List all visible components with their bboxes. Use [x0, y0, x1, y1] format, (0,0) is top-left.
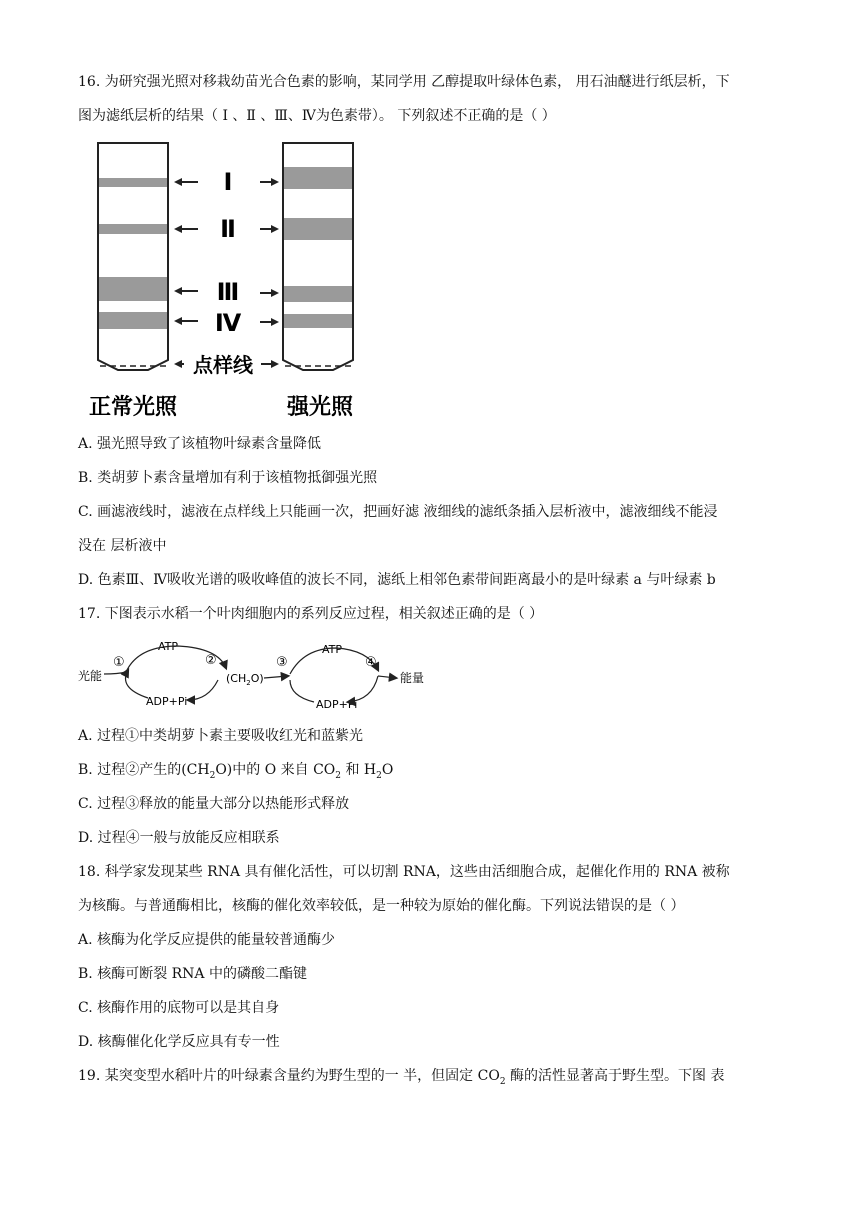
adp-label-2: ADP+Pi — [316, 698, 358, 711]
q17-stem: 17. 下图表示水稻一个叶肉细胞内的系列反应过程，相关叙述正确的是（ ） — [78, 606, 544, 622]
strong-light-caption: 强光照 — [286, 395, 354, 420]
q18-stem-line1: 18. 科学家发现某些 RNA 具有催化活性，可以切割 RNA，这些由活细胞合成，起催化作用的 RNA 被称 — [78, 864, 730, 880]
q18-option-a: A. 核酶为化学反应提供的能量较普通酶少 — [78, 932, 336, 948]
normal-light-caption: 正常光照 — [88, 395, 178, 420]
band-label-4: Ⅳ — [214, 309, 242, 337]
process-1-marker: ① — [113, 655, 125, 670]
q18-option-d: D. 核酶催化化学反应具有专一性 — [78, 1034, 280, 1050]
band-label-3: Ⅲ — [216, 278, 240, 306]
q17-option-d: D. 过程④一般与放能反应相联系 — [78, 830, 280, 846]
q17-option-b: B. 过程②产生的$(CH_2O)$中的 O 来自 $CO_2$ 和 $H_2O$ — [78, 762, 394, 781]
energy-label: 能量 — [400, 671, 425, 685]
strong-band-4 — [284, 314, 352, 328]
q18-stem-line2: 为核酶。与普通酶相比，核酶的催化效率较低，是一种较为原始的催化酶。下列说法错误的是（ ） — [78, 898, 685, 914]
q17-option-c: C. 过程③释放的能量大部分以热能形式释放 — [78, 796, 350, 812]
atp-label-1: ATP — [158, 640, 179, 653]
band-label-1: Ⅰ — [223, 168, 233, 196]
q18-option-b: B. 核酶可断裂 RNA 中的磷酸二酯键 — [78, 966, 307, 982]
strong-band-2 — [284, 218, 352, 240]
strong-band-3 — [284, 286, 352, 302]
chromatography-figure — [80, 138, 370, 423]
process-4-marker: ④ — [365, 655, 377, 670]
ch2o-label: $(CH_2O)$ — [226, 672, 264, 687]
atp-label-2: ATP — [322, 643, 343, 656]
origin-line-label: 点样线 — [193, 353, 253, 377]
q16-option-a: A. 强光照导致了该植物叶绿素含量降低 — [78, 436, 322, 452]
band-label-2: Ⅱ — [220, 215, 236, 243]
q16-option-c-line1: C. 画滤液线时，滤液在点样线上只能画一次，把画好滤 液细线的滤纸条插入层析液中，滤液细线不能浸 — [78, 504, 718, 520]
normal-band-2 — [99, 224, 167, 234]
normal-band-1 — [99, 178, 167, 187]
normal-band-3 — [99, 277, 167, 301]
q18-option-c: C. 核酶作用的底物可以是其自身 — [78, 1000, 280, 1016]
q19-stem: 19. 某突变型水稻叶片的叶绿素含量约为野生型的一 半，但固定 $CO_2$ 酶的活性显著高于野生型。下图 表 — [78, 1068, 725, 1087]
q16-stem-line1: 16. 为研究强光照对移栽幼苗光合色素的影响，某同学用 乙醇提取叶绿体色素， 用石油醚进行纸层析，下 — [78, 74, 730, 90]
process-3-marker: ③ — [276, 655, 288, 670]
strong-band-1 — [284, 167, 352, 189]
normal-band-4 — [99, 312, 167, 329]
q16-stem-line2: 图为滤纸层析的结果（ Ⅰ 、Ⅱ 、Ⅲ、Ⅳ为色素带）。 下列叙述不正确的是（ ） — [78, 108, 556, 124]
process-2-marker: ② — [205, 653, 217, 668]
q16-option-b: B. 类胡萝卜素含量增加有利于该植物抵御强光照 — [78, 470, 378, 486]
q16-option-c-line2: 没在 层析液中 — [78, 538, 167, 554]
q17-option-a: A. 过程①中类胡萝卜素主要吸收红光和蓝紫光 — [78, 728, 364, 744]
reaction-cycle-figure — [78, 638, 438, 714]
normal-light-strip — [98, 143, 168, 370]
adp-label-1: ADP+Pi — [146, 695, 188, 708]
q16-option-d: D. 色素Ⅲ、Ⅳ吸收光谱的吸收峰值的波长不同，滤纸上相邻色素带间距离最小的是叶绿素 a 与叶绿素 b — [78, 572, 716, 588]
light-energy-label: 光能 — [78, 669, 103, 683]
